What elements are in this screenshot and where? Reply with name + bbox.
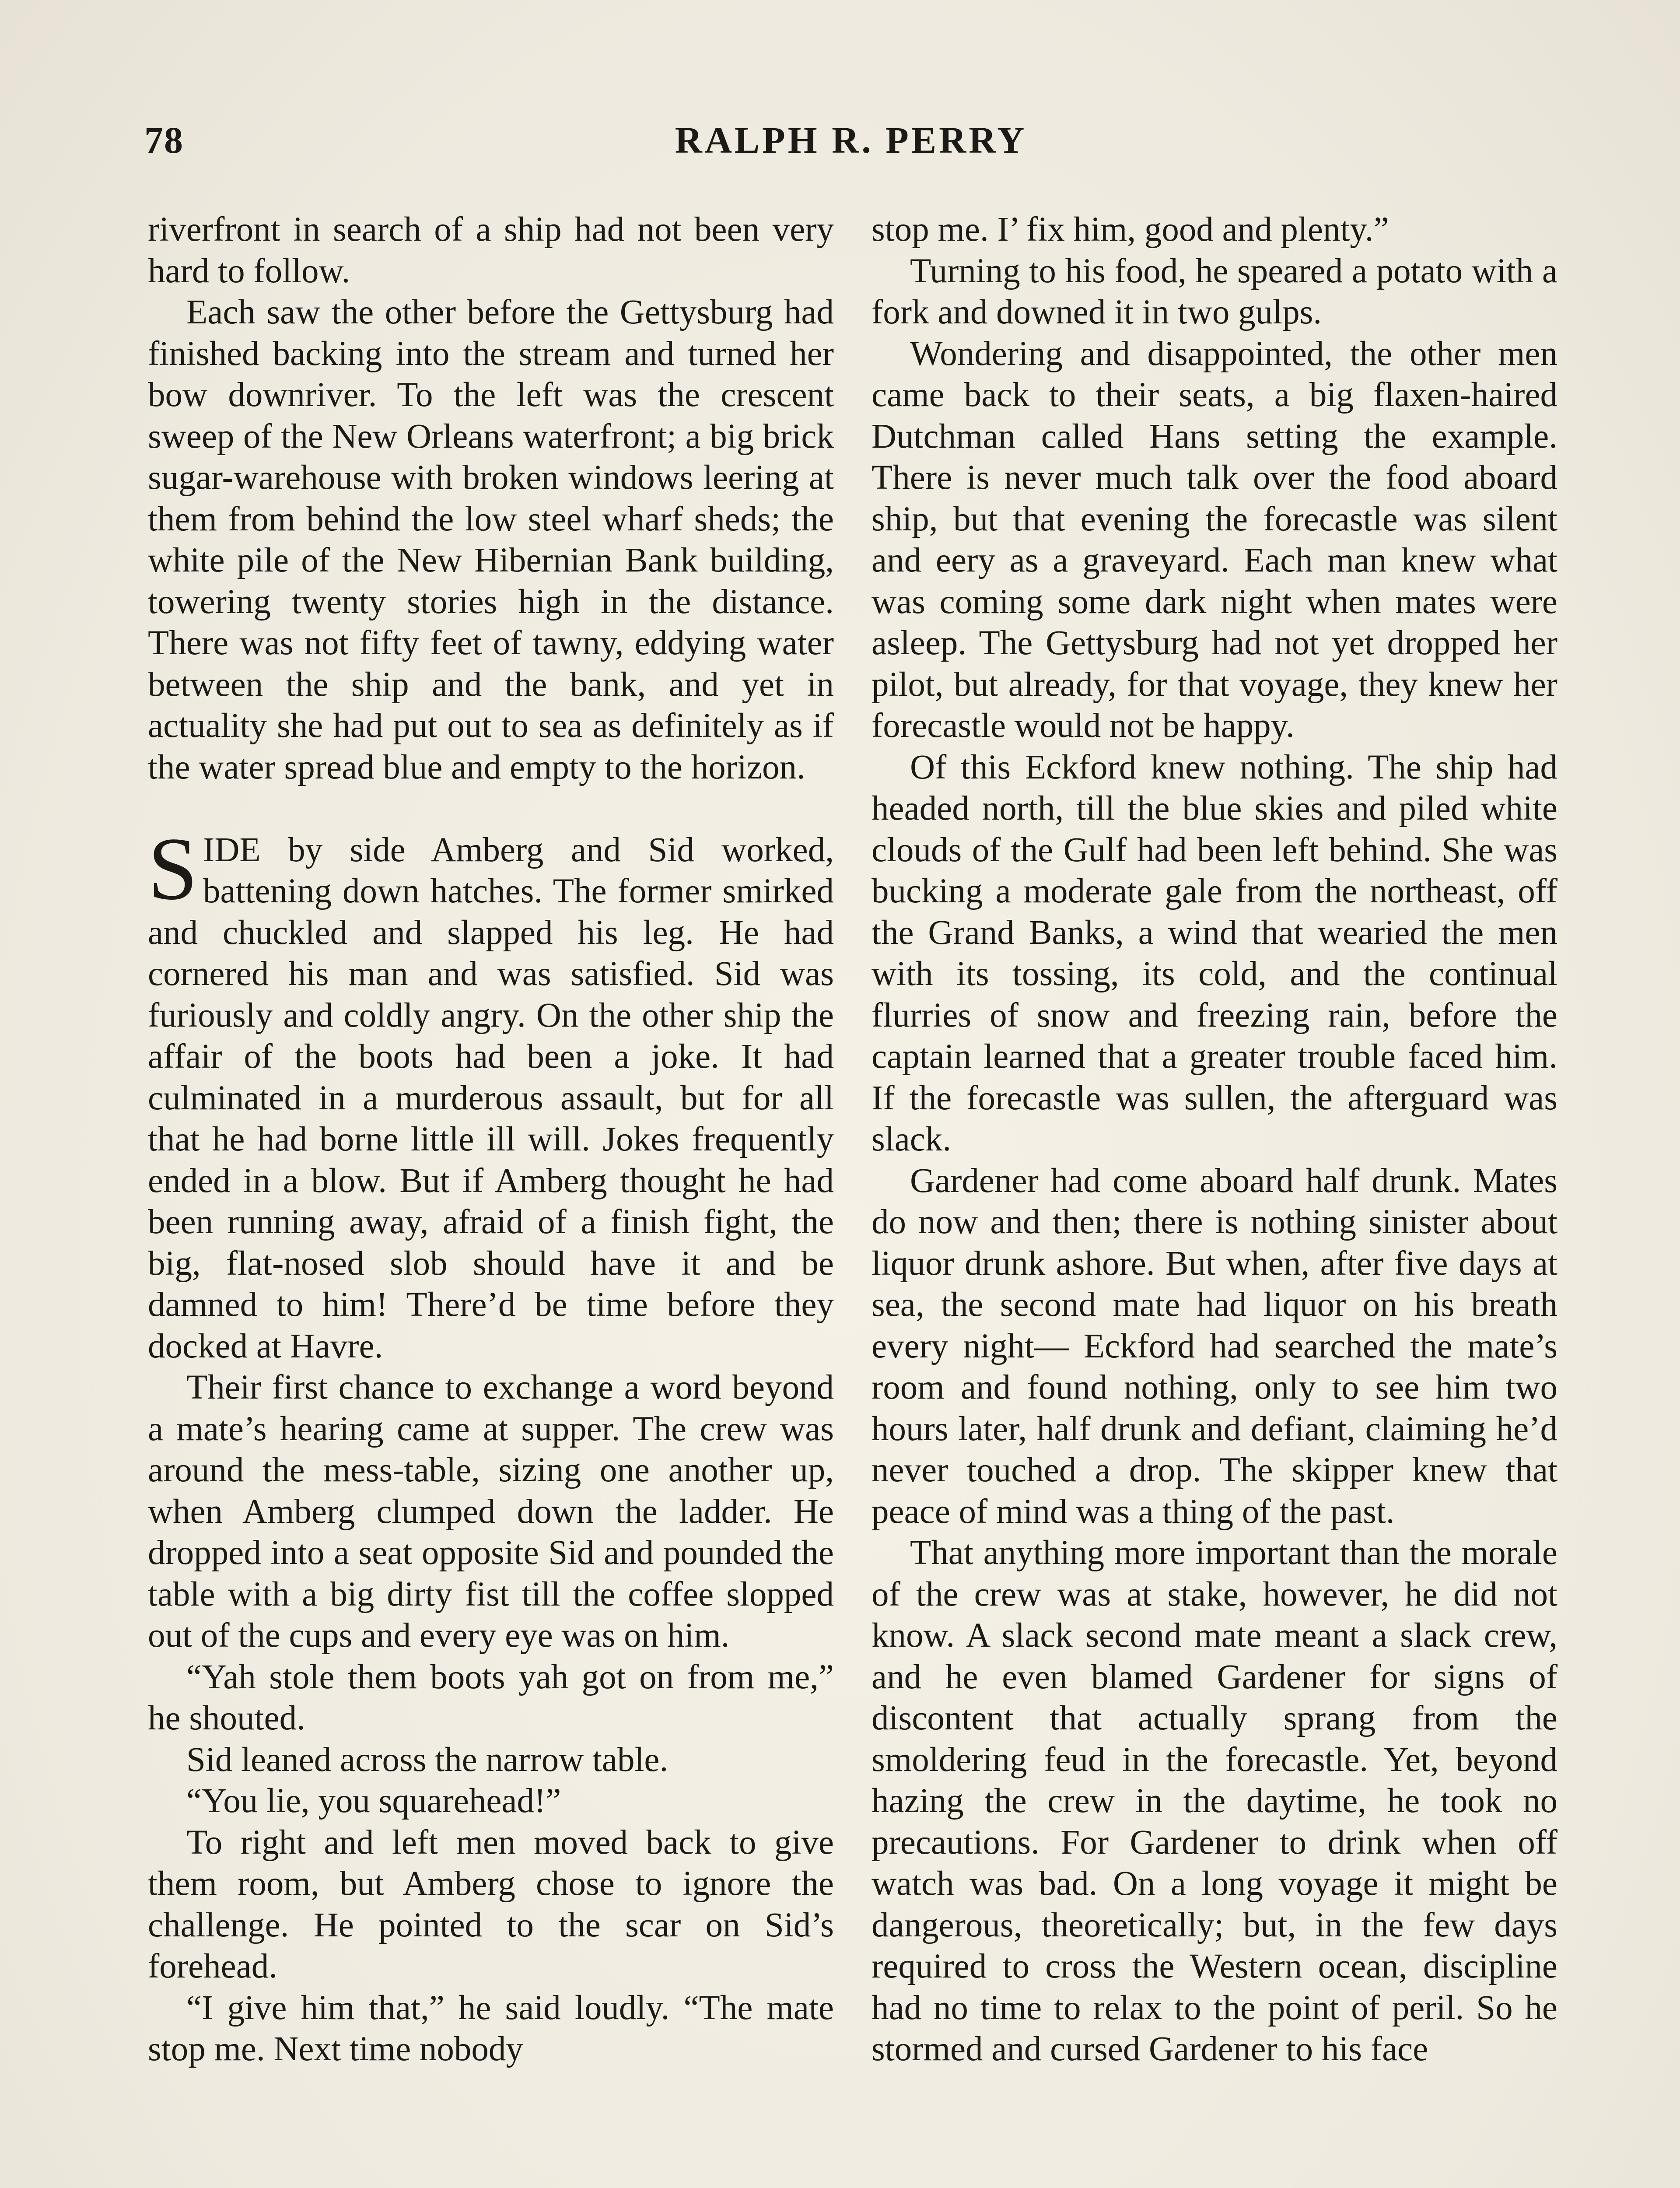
paragraph-text: Gardener had come aboard half drunk. Mates do now and then; there is nothing sinister about liquor drunk ashore. But when, after five days at sea, the second mate had liquor on his breath every night— Eckford had searched the mate’s room and found nothing, only to see him two hours later, half drunk and defiant, claiming he’d never touched a drop. The skipper knew that peace of mind was a thing of the past. <box>872 1161 1558 1531</box>
paragraph <box>872 747 1558 1161</box>
paragraph <box>872 1161 1558 1533</box>
paragraph <box>148 1739 834 1781</box>
paragraph-text: Turning to his food, he speared a potato with a fork and downed it in two gulps. <box>872 252 1558 331</box>
paragraph <box>148 819 834 1368</box>
page-number: 78 <box>144 119 184 161</box>
paragraph-text: To right and left men moved back to give them room, but Amberg chose to ignore the challenge. He pointed to the scar on Sid’s forehead. <box>148 1823 834 1985</box>
right-text-column <box>872 209 1558 2070</box>
paragraph-text: IDE by side Amberg and Sid worked, battening down hatches. The former smirked and chuckled and slapped his leg. He had cornered his man and was satisfied. Sid was furiously and coldly angry. On the other ship the affair of the boots had been a joke. It had culminated in a murderous assault, but for all that he had borne little ill will. Jokes frequently ended in a blow. But if Amberg thought he had been running away, afraid of a finish fight, the big, flat-nosed slob should have it and be damned to him! There’d be time before they docked at Havre. <box>148 831 834 1365</box>
running-header <box>144 118 1558 171</box>
drop-cap: S <box>148 819 198 919</box>
paragraph <box>148 1781 834 1822</box>
paragraph-text: Their first chance to exchange a word beyond a mate’s hearing came at supper. The crew was around the mess-table, sizing one another up, when Amberg clumped down the ladder. He dropped into a seat opposite Sid and pounded the table with a big dirty fist till the coffee slopped out of the cups and every eye was on him. <box>148 1368 834 1655</box>
paragraph <box>872 333 1558 747</box>
paragraph <box>872 1532 1558 2070</box>
paragraph-text: That anything more important than the morale of the crew was at stake, however, he did not know. A slack second mate meant a slack crew, and he even blamed Gardener for signs of discontent that actually sprang from the smoldering feud in the forecastle. Yet, beyond hazing the crew in the daytime, he took no precautions. For Gardener to drink when off watch was bad. On a long voyage it might be dangerous, theoretically; but, in the few days required to cross the Western ocean, discipline had no time to relax to the point of peril. So he stormed and cursed Gardener to his face <box>872 1534 1558 2068</box>
paragraph <box>872 251 1558 333</box>
paragraph <box>148 209 834 292</box>
paragraph-text: stop me. I’ fix him, good and plenty.” <box>872 210 1389 249</box>
paragraph-text: Wondering and disappointed, the other men came back to their seats, a big flaxen-haired Dutchman called Hans setting the example. There is never much talk over the food aboard ship, but that evening the forecastle was silent and eery as a graveyard. Each man knew what was coming some dark night when mates were asleep. The Gettysburg had not yet dropped her pilot, but already, for that voyage, they knew her forecastle would not be happy. <box>872 334 1558 745</box>
author-running-head: RALPH R. PERRY <box>675 119 1027 161</box>
paragraph <box>148 1822 834 1988</box>
paragraph-text: Sid leaned across the narrow table. <box>186 1740 668 1779</box>
paragraph <box>148 1367 834 1657</box>
paragraph-text: riverfront in search of a ship had not been very hard to follow. <box>148 210 834 290</box>
paragraph-text: Each saw the other before the Gettysburg had finished backing into the stream and turned her bow downriver. To the left was the crescent sweep of the New Orleans waterfront; a big brick sugar-warehouse with broken windows leering at them from behind the low steel wharf sheds; the white pile of the New Hibernian Bank building, towering twenty stories high in the distance. There was not fifty feet of tawny, eddying water between the ship and the bank, and yet in actuality she had put out to sea as definitely as if the water spread blue and empty to the horizon. <box>148 293 834 786</box>
paragraph <box>148 292 834 788</box>
paragraph-text: “You lie, you squarehead!” <box>186 1782 561 1820</box>
paragraph <box>148 1988 834 2070</box>
left-text-column <box>148 209 834 2070</box>
paragraph-text: Of this Eckford knew nothing. The ship had headed north, till the blue skies and piled white clouds of the Gulf had been left behind. She was bucking a moderate gale from the northeast, off the Grand Banks, a wind that wearied the men with its tossing, its cold, and the continual flurries of snow and freezing rain, before the captain learned that a greater trouble faced him. If the forecastle was sullen, the afterguard was slack. <box>872 748 1558 1158</box>
paragraph-text: “Yah stole them boots yah got on from me,” he shouted. <box>148 1658 834 1737</box>
paragraph <box>148 1657 834 1739</box>
paragraph-text: “I give him that,” he said loudly. “The mate stop me. Next time nobody <box>148 1988 834 2068</box>
paragraph <box>872 209 1558 251</box>
